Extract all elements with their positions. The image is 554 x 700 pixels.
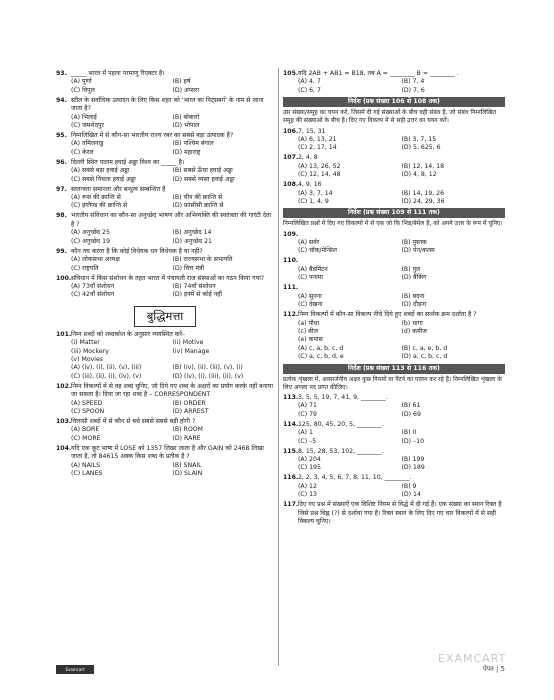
answer-options — [56, 140, 274, 157]
option-b: (B) 61 — [401, 402, 421, 410]
option-c: (C) 79 — [298, 410, 317, 418]
option-d: (D) सबसे व्यस्त हवाई अड्डा — [172, 175, 235, 183]
answer-options — [56, 400, 274, 417]
answer-options — [283, 483, 505, 500]
question-items — [56, 339, 274, 364]
question-number: 110. — [283, 257, 299, 265]
option-b: (B) 9 — [401, 482, 417, 490]
option-d: (D) RARE — [172, 434, 201, 442]
answer-options — [283, 78, 505, 95]
item-0: (i) Matter — [71, 339, 100, 347]
option-c: (C) राष्ट्रपति — [71, 264, 99, 272]
question-number: 117. — [283, 501, 299, 509]
question-items — [283, 320, 505, 345]
answer-options — [56, 462, 274, 479]
question-number: 106. — [283, 127, 299, 135]
directions-bar: निर्देश (प्रश्न संख्या 106 से 108 तक) — [283, 97, 505, 107]
question-106 — [283, 128, 505, 153]
answer-options — [283, 266, 505, 283]
question-header — [283, 154, 505, 162]
option-d: (D) –10 — [401, 437, 425, 445]
option-c: (C) LANES — [71, 470, 103, 477]
option-c: (C) 195 — [298, 464, 321, 472]
question-102 — [56, 383, 274, 417]
option-d: (D) 69 — [401, 410, 421, 418]
option-c: (C) 2, 17, 14 — [298, 144, 337, 152]
option-a: (A) तमिलनाडु — [71, 140, 104, 148]
item-4: (e) कपास — [298, 336, 323, 344]
option-b: (B) 14, 19, 26 — [401, 189, 445, 197]
question-text: यदि 2AB + AB1 = B18, तब A = ________ B = ________ . — [298, 70, 459, 77]
option-d: (D) महाराष्ट्र — [172, 148, 201, 156]
option-c: (C) a, c, b, d, e — [298, 353, 344, 361]
directions-text: निम्नलिखित प्रश्नों में दिए गए विकल्पों में से एक जो कि भिन्न/बेमेल है, को अपने उत्तर के रूप में चुनिए। — [283, 220, 503, 228]
watermark-text: EXAMCART — [438, 652, 507, 665]
option-a: (A) SPEED — [71, 399, 103, 407]
answer-options — [283, 163, 505, 180]
question-116 — [283, 474, 505, 499]
question-number: 94. — [56, 96, 67, 104]
question-117 — [283, 501, 505, 526]
answer-options — [283, 190, 505, 207]
directions-bar: निर्देश (प्रश्न संख्या 113 से 116 तक) — [283, 364, 505, 374]
answer-options — [283, 293, 505, 310]
question-114 — [283, 421, 505, 446]
question-header — [56, 418, 274, 426]
question-text — [298, 257, 505, 265]
option-b: (B) बोकारो — [172, 113, 200, 121]
option-a: (A) अनुच्छेद 25 — [71, 229, 110, 237]
question-text: निम्नलिखित में से कौन-सा भारतीय राज्य रबर का सबसे बड़ा उत्पादक है? — [71, 132, 234, 140]
option-c: (C) देखना — [298, 301, 323, 309]
question-text: भारतीय संविधान का कौन-सा अनुच्छेद भाषण और अभिव्यक्ति की स्वतंत्रता की गारंटी देता है ? — [71, 212, 272, 228]
answer-options — [283, 456, 505, 473]
question-text: 8, 15, 28, 53, 102, ________. — [298, 447, 384, 455]
question-text: दिल्ली स्थित पालम हवाई अड्डा विश्व का _____ है। — [71, 158, 185, 166]
question-number: 98. — [56, 212, 67, 220]
option-c: (C) MORE — [71, 434, 101, 442]
question-number: 99. — [56, 247, 67, 255]
option-c: (C) SPOON — [71, 407, 105, 415]
question-header — [283, 448, 505, 456]
question-93 — [56, 70, 274, 95]
option-a: (A) 204 — [298, 455, 321, 463]
option-a: (A) बैडमिंटन — [298, 265, 328, 273]
question-number: 114. — [283, 420, 299, 428]
answer-options — [283, 345, 505, 362]
option-d: (D) 5, 625, 6 — [401, 144, 441, 152]
option-a: (A) 6, 13, 21 — [298, 136, 337, 144]
answer-options — [56, 426, 274, 443]
question-header — [56, 212, 274, 229]
question-header — [283, 181, 505, 189]
directions-text: उस संख्या/समूह का चयन करें, जिसमें दी गई संख्याओं के बीच वही संबंध है, जो संबंध निम्नलिखित समूह की संख्याओं के बीच है। दिए गए विकल्प में से सही उत्तर का चयन करें। — [283, 109, 497, 125]
question-header — [283, 421, 505, 429]
question-text: स्वतन्त्रता समानता और बन्धुत्व सम्बन्धित है — [71, 185, 166, 193]
option-c: (C) इंग्लैण्ड की क्रान्ति से — [71, 202, 128, 210]
question-text: निम्न विकल्पों में से वह शब्द चुनिए, जो दिये गए शब्द के अक्षरों का प्रयोग करके नहीं बनाया जा सकता है। दिया जा रहा शब्द है – CORRESPONDENT — [71, 382, 273, 399]
question-header — [283, 284, 505, 292]
item-1: (ii) Motive — [172, 339, 204, 347]
option-a: (A) (iv), (i), (ii), (v), (iii) — [71, 364, 142, 372]
question-text: कौन तय करता है कि कोई विधेयक धन विधेयक है या नहीं? — [71, 247, 203, 255]
question-header — [283, 128, 505, 136]
question-110 — [283, 257, 505, 282]
option-b: (B) हर्ष — [172, 78, 191, 86]
item-5 — [402, 336, 506, 344]
question-text: 7, 15, 31 — [298, 127, 326, 135]
question-number: 113. — [283, 393, 299, 401]
option-b: (B) (iv), (ii), (iii), (v), (i) — [172, 364, 243, 372]
page-number: पेपर | 5 — [482, 665, 505, 673]
option-b: (B) SNAIL — [172, 461, 202, 469]
question-header — [283, 257, 505, 265]
option-b: (B) अनुच्छेद 14 — [172, 229, 212, 237]
option-d: (D) दौड़ना — [401, 301, 427, 309]
option-b: (B) c, a, e, b, d — [401, 344, 448, 352]
option-d: (D) अप्सरा — [172, 86, 200, 94]
item-5 — [173, 356, 275, 364]
column-divider — [278, 68, 279, 666]
question-96 — [56, 159, 274, 184]
question-header — [283, 70, 505, 78]
option-c: (C) 42वाँ संशोधन — [71, 291, 115, 299]
question-number: 97. — [56, 185, 67, 193]
question-text: दिए गए प्रश्न में संख्याएँ एक विशिष्ट नियम से विद्धे में दी गई हैं। एक संख्या का स्थान रिक्त है जिसे प्रश्न चिह्न (?) से दर्शाया गया है। रिक्त स्थान के लिए दिए गए चार विकल्पों में से सही विकल्प चुनिए। — [298, 501, 502, 526]
item-0: (a) पौधा — [298, 319, 320, 327]
option-d: (D) फ्रांसीसी क्रान्ति से — [172, 202, 224, 210]
option-b: (B) 74वाँ संशोधन — [172, 282, 216, 290]
option-b: (B) 0 — [401, 429, 417, 437]
option-d: (D) 7, 6 — [401, 86, 425, 94]
question-text: 4, 9, 16 — [298, 181, 322, 189]
option-b: (B) चीन की क्रान्ति से — [172, 194, 223, 202]
answer-options — [56, 256, 274, 273]
option-c: (C) 12, 14, 48 — [298, 171, 341, 179]
answer-options — [56, 229, 274, 246]
option-b: (B) 12, 14, 18 — [401, 162, 445, 170]
option-a: (A) NAILS — [71, 461, 101, 469]
option-d: (D) 24, 29, 36 — [401, 198, 445, 206]
question-text: स्टील के सर्वाधिक उत्पादन के लिए किस शहर को 'भारत का पिट्सबर्ग' के नाम से जाना जाता है? — [71, 96, 264, 113]
question-number: 102. — [56, 382, 72, 390]
question-113 — [283, 394, 505, 419]
question-number: 115. — [283, 447, 299, 455]
option-c: (C) विपुल — [71, 86, 95, 94]
section-title: बुद्धिमत्ता — [134, 306, 197, 327]
answer-options — [56, 194, 274, 211]
question-text: 2, 4, 8 — [298, 154, 318, 162]
question-94 — [56, 97, 274, 131]
option-a: (A) BORE — [71, 426, 100, 434]
answer-options — [283, 136, 505, 153]
question-98 — [56, 212, 274, 246]
question-number: 116. — [283, 474, 299, 482]
option-d: (D) भोपाल — [172, 122, 200, 130]
option-d: (D) (iv), (i), (iii), (ii), (v) — [172, 372, 244, 380]
answer-options — [283, 402, 505, 419]
option-b: (B) पश्चिम बंगाल — [172, 140, 214, 148]
option-a: (A) 3, 7, 14 — [298, 189, 333, 197]
answer-options — [56, 167, 274, 184]
left-column — [56, 70, 274, 480]
question-text: 2, 2, 3, 4, 5, 6, 7, 8, 11, 10, ________. — [298, 474, 412, 482]
option-d: (D) 14 — [401, 491, 421, 499]
option-a: (A) 13, 26, 52 — [298, 162, 341, 170]
directions-bar: निर्देश (प्रश्न संख्या 109 से 111 तक) — [283, 208, 505, 218]
answer-options — [283, 429, 505, 446]
question-100 — [56, 275, 274, 300]
option-c: (C) (iii), (ii), (i), (iv), (v) — [71, 372, 142, 380]
option-d: (D) ARREST — [172, 407, 209, 415]
option-b: (B) पुस्तक — [401, 239, 427, 247]
option-c: (C) जमशेदपुर — [71, 122, 104, 130]
option-c: (C) –5 — [298, 437, 317, 445]
option-a: (A) 4, 7 — [298, 78, 321, 86]
question-header — [56, 159, 274, 167]
option-a: (A) 73वाँ संशोधन — [71, 282, 115, 290]
option-d: (D) बैंकिंग — [401, 274, 427, 282]
option-a: (A) 12 — [298, 482, 317, 490]
question-111 — [283, 284, 505, 309]
question-text: निम्न विकल्पों में कौन-सा विकल्प नीचे दिये हुए शब्दों का सार्थक क्रम दर्शाता है ? — [298, 311, 477, 319]
question-95 — [56, 132, 274, 157]
question-header — [56, 248, 274, 256]
directions-text: प्रत्येक शृंखला में, अवसर्जनीय अक्षर कुछ नियमों या पैटर्न का पालन कर रहे हैं। निम्नलिखित शृंखला के लिए अगला पद प्राप्त कीजिए। — [283, 375, 502, 391]
option-c: (C) केरल — [71, 148, 94, 156]
question-text: _____ भारत में पहला परमाणु रिएक्टर है। — [71, 70, 165, 77]
question-112 — [283, 311, 505, 361]
option-b: (B) 3, 7, 15 — [401, 136, 437, 144]
option-c: (C) पनामा — [298, 274, 323, 282]
option-a: (A) सुनना — [298, 292, 322, 300]
option-b: (B) पुल — [401, 265, 421, 273]
item-2: (c) बीज — [298, 327, 318, 335]
option-c: (C) 6, 7 — [298, 86, 321, 94]
publisher-logo: Examcart — [56, 665, 94, 674]
question-number: 109. — [283, 230, 299, 238]
section-heading — [56, 305, 274, 327]
option-a: (A) रूस की क्रान्ति से — [71, 194, 121, 202]
option-b: (B) 199 — [401, 455, 425, 463]
option-d: (D) SLAIN — [172, 470, 203, 477]
question-105 — [283, 70, 505, 95]
item-4: (v) Movies — [71, 355, 103, 363]
question-text: निम्न शब्दों को शब्दकोश के अनुसार व्यवस्थित करें– — [71, 330, 186, 338]
question-109 — [283, 231, 505, 256]
question-text — [298, 231, 505, 239]
question-104 — [56, 445, 274, 479]
answer-options — [56, 114, 274, 131]
option-a: (A) 71 — [298, 402, 317, 410]
option-a: (A) सर्वर — [298, 239, 320, 247]
question-number: 108. — [283, 181, 299, 189]
option-c: (C) 1, 4, 9 — [298, 198, 329, 206]
question-text — [298, 284, 505, 292]
question-number: 95. — [56, 132, 67, 140]
option-d: (D) a, c, b, c, d — [401, 353, 448, 361]
question-107 — [283, 154, 505, 179]
question-115 — [283, 448, 505, 473]
page-footer — [56, 663, 505, 677]
question-header — [56, 275, 274, 283]
answer-options — [283, 239, 505, 256]
question-header — [283, 501, 505, 526]
question-header — [283, 311, 505, 319]
question-text: यदि एक कूट भाषा में LOSE को 1357 लिखा जाता है और GAIN को 2468 लिखा जाता है, तो 84615 अक्क किस शब्द के प्रतीक है ? — [71, 444, 264, 461]
question-header — [56, 445, 274, 462]
option-c: (C) अनुच्छेद 19 — [71, 237, 111, 245]
question-number: 93. — [56, 70, 67, 77]
question-header — [56, 97, 274, 114]
option-b: (B) ROOM — [172, 426, 203, 434]
item-3: (iv) Manage — [172, 347, 210, 355]
question-header — [56, 383, 274, 400]
option-b: (B) राज्यसभा के सभापति — [172, 256, 233, 264]
question-108 — [283, 181, 505, 206]
answer-options — [56, 364, 274, 381]
question-text: विलासी शब्दों में से कौन से बचे सबसे सबसे बड़ी होगी ? — [71, 417, 196, 425]
option-d: (D) इनमें से कोई नहीं — [172, 291, 223, 299]
question-header — [56, 186, 274, 194]
option-b: (B) बदना — [401, 292, 425, 300]
question-number: 100. — [56, 274, 72, 282]
option-d: (D) 4, 8, 12 — [401, 171, 437, 179]
option-c: (C) चॉक/पेन्सिल — [298, 247, 337, 255]
question-number: 104. — [56, 444, 72, 452]
question-number: 107. — [283, 154, 299, 162]
item-3: (d) कमीज — [401, 327, 427, 335]
question-101 — [56, 331, 274, 381]
question-103 — [56, 418, 274, 443]
question-number: 105. — [283, 70, 299, 77]
option-b: (B) 7, 4 — [401, 78, 425, 86]
question-text: 125, 80, 45, 20, 5, ________. — [298, 420, 384, 428]
question-text: 3, 5, 5, 19, 7, 41, 9, ________. — [298, 393, 388, 401]
option-a: (A) पूर्णा — [71, 78, 92, 86]
option-a: (A) 1 — [298, 429, 313, 437]
option-b: (B) ORDER — [172, 399, 206, 407]
option-a: (A) लोकसभा अध्यक्ष — [71, 256, 120, 264]
option-c: (C) 13 — [298, 491, 317, 499]
item-2: (iii) Mockery — [71, 347, 109, 355]
option-a: (A) c, a, b, c, d — [298, 344, 344, 352]
question-number: 112. — [283, 311, 299, 319]
option-c: (C) सबसे निचला हवाई अड्डा — [71, 175, 136, 183]
option-d: (D) वित्त मंत्री — [172, 264, 205, 272]
question-header — [56, 331, 274, 339]
question-99 — [56, 248, 274, 273]
answer-options — [56, 283, 274, 300]
question-header — [283, 474, 505, 482]
answer-options — [56, 78, 274, 95]
item-1: (b) धागा — [401, 319, 423, 327]
question-header — [283, 394, 505, 402]
option-d: (D) पेन/कलम — [401, 247, 435, 255]
question-text: संविधान में किस संशोधन के तहत भारत में पंचायती राज संस्थाओं का गठन किया गया? — [71, 274, 265, 282]
question-header — [283, 231, 505, 239]
right-column — [283, 70, 505, 528]
option-a: (A) सबसे बड़ा हवाई अड्डा — [71, 167, 130, 175]
question-number: 101. — [56, 330, 72, 338]
question-number: 103. — [56, 417, 72, 425]
option-d: (D) 189 — [401, 464, 425, 472]
option-a: (A) भिलाई — [71, 113, 97, 121]
question-97 — [56, 186, 274, 211]
option-b: (B) सबसे ऊँचा हवाई अड्डा — [172, 167, 233, 175]
question-number: 111. — [283, 284, 299, 292]
option-d: (D) अनुच्छेद 21 — [172, 237, 212, 245]
question-number: 96. — [56, 158, 67, 166]
